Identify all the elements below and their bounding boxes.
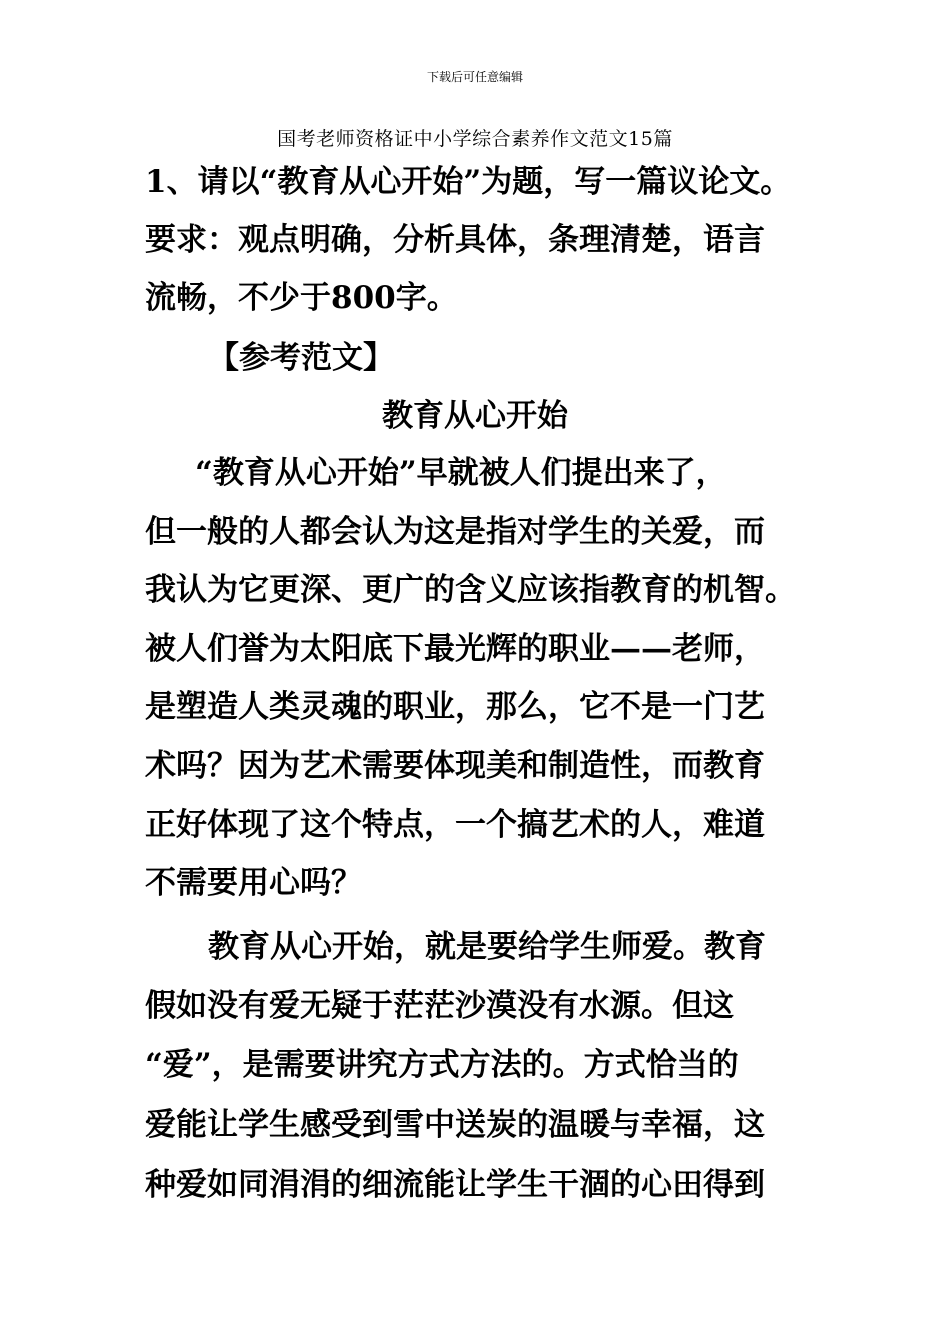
prompt-line: 要求：观点明确，分析具体，条理清楚，语言 xyxy=(145,222,765,258)
reference-label: 【参考范文】 xyxy=(208,340,394,376)
header-note: 下载后可任意编辑 xyxy=(426,70,523,84)
essay-line: “教育从心开始”早就被人们提出来了， xyxy=(195,455,727,491)
essay-line: 教育从心开始，就是要给学生师爱。教育 xyxy=(208,929,766,965)
essay-line: 假如没有爱无疑于茫茫沙漠没有水源。但这 xyxy=(145,988,734,1024)
essay-line: 是塑造人类灵魂的职业，那么，它不是一门艺 xyxy=(145,689,765,725)
essay-line: 术吗？因为艺术需要体现美和制造性，而教育 xyxy=(145,748,765,784)
essay-title: 教育从心开始 xyxy=(382,398,568,434)
essay-line: “爱”，是需要讲究方式方法的。方式恰当的 xyxy=(145,1047,739,1083)
document-title: 国考老师资格证中小学综合素养作文范文15篇 xyxy=(277,128,673,150)
essay-line: 爱能让学生感受到雪中送炭的温暖与幸福，这 xyxy=(145,1107,765,1143)
essay-line: 不需要用心吗？ xyxy=(145,865,362,901)
essay-line: 被人们誉为太阳底下最光辉的职业——老师， xyxy=(145,631,765,667)
essay-line: 正好体现了这个特点，一个搞艺术的人，难道 xyxy=(145,807,765,843)
prompt-line: 1、请以“教育从心开始”为题，写一篇议论文。 xyxy=(145,164,792,200)
prompt-line: 流畅，不少于800字。 xyxy=(145,280,458,316)
essay-line: 但一般的人都会认为这是指对学生的关爱，而 xyxy=(145,514,765,550)
essay-line: 种爱如同涓涓的细流能让学生干涸的心田得到 xyxy=(145,1167,765,1203)
essay-line: 我认为它更深、更广的含义应该指教育的机智。 xyxy=(145,572,796,608)
